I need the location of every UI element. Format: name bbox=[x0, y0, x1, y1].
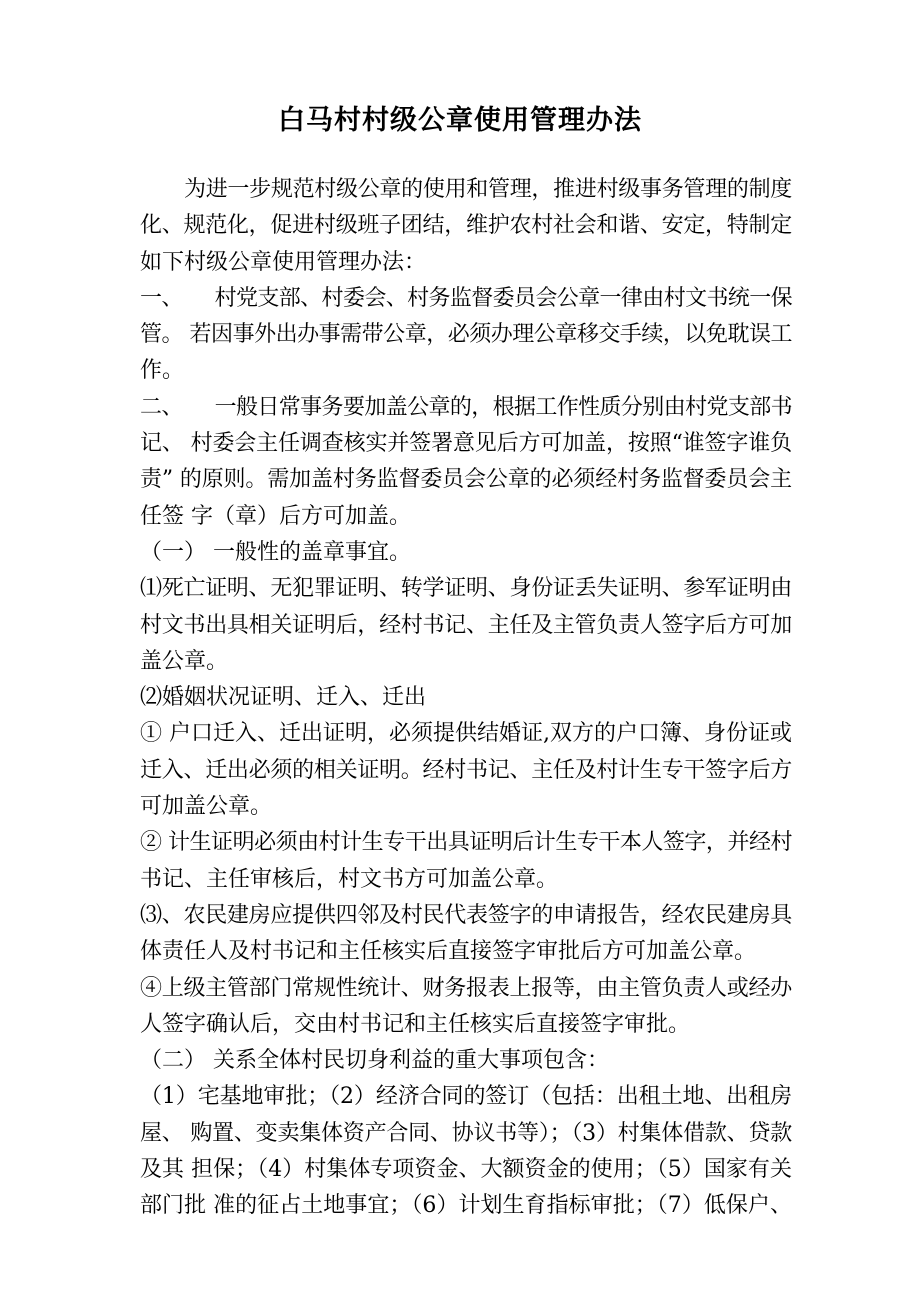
text-line: 及其 担保；（4）村集体专项资金、大额资金的使用；（5）国家有关 bbox=[140, 1157, 792, 1183]
text-line: 人签字确认后，交由村书记和主任核实后直接签字审批。 bbox=[140, 1011, 691, 1037]
text-line-wrap bbox=[140, 462, 792, 498]
section-heading: （二） 关系全体村民切身利益的重大事项包含： bbox=[140, 1048, 609, 1074]
document-title: 白马村村级公章使用管理办法 bbox=[278, 105, 642, 136]
text-line: 为进一步规范村级公章的使用和管理，推进村级事务管理的制度 bbox=[184, 177, 792, 202]
text-line-wrap bbox=[140, 789, 792, 825]
text-line-wrap bbox=[140, 1116, 792, 1152]
text-line-wrap bbox=[140, 934, 792, 970]
text-line: ② 计生证明必须由村计生专干出具证明后计生专干本人签字，并经村 bbox=[140, 830, 792, 856]
text-line: 记、 村委会主任调查核实并签署意见后方可加盖，按照“谁签字谁负 bbox=[140, 431, 792, 457]
text-line-wrap bbox=[140, 898, 792, 934]
text-line: 屋、 购置、变卖集体资产合同、协议书等）；（3）村集体借款、贷款 bbox=[140, 1120, 792, 1146]
section-heading-wrap bbox=[140, 1043, 792, 1079]
text-line: 化、规范化，促进村级班子团结，维护农村社会和谐、安定，特制定 bbox=[140, 213, 792, 239]
text-line: 体责任人及村书记和主任核实后直接签字审批后方可加盖公章。 bbox=[140, 939, 757, 965]
text-line: 一、 村党支部、村委会、村务监督委员会公章一律由村文书统一保 bbox=[140, 285, 792, 311]
text-line: 可加盖公章。 bbox=[140, 794, 273, 820]
text-line: 如下村级公章使用管理办法： bbox=[140, 249, 427, 275]
text-line: 部门批 准的征占土地事宜；（6）计划生育指标审批；（7）低保户、 bbox=[140, 1193, 792, 1219]
text-line: ① 户口迁入、迁出证明，必须提供结婚证,双方的户口簿、身份证或 bbox=[140, 721, 792, 747]
text-line-wrap bbox=[140, 644, 792, 680]
text-line: ④上级主管部门常规性统计、财务报表上报等，由主管负责人或经办 bbox=[140, 975, 792, 1001]
text-line-wrap bbox=[140, 753, 792, 789]
text-line: 责” 的原则。需加盖村务监督委员会公章的必须经村务监督委员会主 bbox=[140, 467, 792, 493]
text-line: 管。 若因事外出办事需带公章，必须办理公章移交手续，以免耽误工 bbox=[140, 322, 792, 348]
text-line: 村文书出具相关证明后，经村书记、主任及主管负责人签字后方可加 bbox=[140, 612, 792, 638]
text-line: 任签 字（章）后方可加盖。 bbox=[140, 503, 411, 529]
text-line-wrap bbox=[140, 245, 792, 281]
section-heading-wrap bbox=[140, 535, 792, 571]
document-body bbox=[140, 172, 792, 1225]
text-line-wrap bbox=[140, 172, 792, 208]
text-line-wrap bbox=[140, 499, 792, 535]
text-line-wrap bbox=[140, 716, 792, 752]
text-line: 迁入、迁出必须的相关证明。经村书记、主任及村计生专干签字后方 bbox=[140, 757, 792, 783]
text-line: 书记、主任审核后，村文书方可加盖公章。 bbox=[140, 866, 559, 892]
text-line-wrap bbox=[140, 825, 792, 861]
text-line-wrap bbox=[140, 390, 792, 426]
text-line-wrap bbox=[140, 208, 792, 244]
text-line: 二、 一般日常事务要加盖公章的，根据工作性质分别由村党支部书 bbox=[140, 394, 792, 420]
text-line-wrap bbox=[140, 971, 792, 1007]
text-line: ⑴死亡证明、无犯罪证明、转学证明、身份证丢失证明、参军证明由 bbox=[140, 576, 792, 602]
text-line: 作。 bbox=[140, 358, 185, 384]
text-line-wrap bbox=[140, 608, 792, 644]
text-line-wrap bbox=[140, 680, 792, 716]
text-line: 盖公章。 bbox=[140, 648, 229, 674]
text-line-wrap bbox=[140, 1152, 792, 1188]
text-line-wrap bbox=[140, 1007, 792, 1043]
text-line-wrap bbox=[140, 426, 792, 462]
section-heading: （一） 一般性的盖章事宜。 bbox=[140, 539, 411, 565]
text-line-wrap bbox=[140, 1188, 792, 1224]
text-line-wrap bbox=[140, 862, 792, 898]
text-line-wrap bbox=[140, 353, 792, 389]
text-line-wrap bbox=[140, 281, 792, 317]
text-line-wrap bbox=[140, 571, 792, 607]
text-line: ⑶、农民建房应提供四邻及村民代表签字的申请报告，经农民建房具 bbox=[140, 902, 792, 928]
text-line: ⑵婚姻状况证明、迁入、迁出 bbox=[140, 685, 427, 711]
text-line: （1）宅基地审批；（2）经济合同的签订（包括：出租土地、出租房 bbox=[140, 1084, 792, 1110]
text-line-wrap bbox=[140, 317, 792, 353]
text-line-wrap bbox=[140, 1079, 792, 1115]
